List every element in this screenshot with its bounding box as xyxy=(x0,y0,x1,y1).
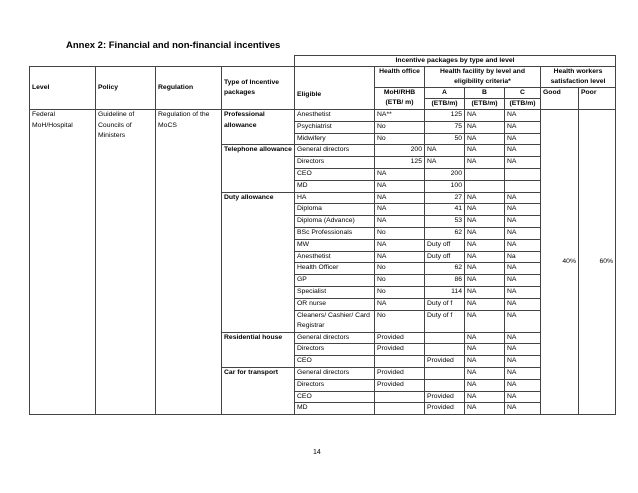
cell-eligible: General directors xyxy=(295,145,375,157)
cell-incentive-type: Residential house xyxy=(222,332,295,367)
cell-c: NA xyxy=(505,227,541,239)
cell-b: NA xyxy=(465,145,505,157)
cell-eligible: BSc Professionals xyxy=(295,227,375,239)
cell-a: NA xyxy=(425,157,465,169)
cell-c: NA xyxy=(505,121,541,133)
header-satisfaction: Health workers satisfaction level xyxy=(541,67,616,88)
cell-eligible: Directors xyxy=(295,379,375,391)
cell-eligible: Diploma (Advance) xyxy=(295,216,375,228)
header-health-office: Health office xyxy=(375,67,425,88)
cell-health-office: Provided xyxy=(375,344,425,356)
cell-a: Provided xyxy=(425,356,465,368)
cell-c: NA xyxy=(505,379,541,391)
cell-policy: Guideline of Councils of Ministers xyxy=(96,110,156,415)
cell-a: Duty off xyxy=(425,239,465,251)
cell-c: NA xyxy=(505,367,541,379)
cell-good: 40% xyxy=(541,110,579,415)
header-poor: Poor xyxy=(579,88,616,110)
cell-health-office: NA xyxy=(375,239,425,251)
cell-a: 200 xyxy=(425,168,465,180)
cell-c: NA xyxy=(505,310,541,332)
cell-a: Provided xyxy=(425,403,465,415)
cell-b: NA xyxy=(465,227,505,239)
cell-a: Duty off xyxy=(425,251,465,263)
cell-health-office: NA xyxy=(375,251,425,263)
cell-c: NA xyxy=(505,133,541,145)
cell-c xyxy=(505,180,541,192)
header-type: Type of Incentive packages xyxy=(222,67,295,110)
cell-c: NA xyxy=(505,286,541,298)
cell-b: NA xyxy=(465,216,505,228)
cell-c: NA xyxy=(505,192,541,204)
cell-health-office: Provided xyxy=(375,367,425,379)
cell-b: NA xyxy=(465,403,505,415)
cell-level: Federal MoH/Hospital xyxy=(30,110,96,415)
cell-eligible: Psychiatrist xyxy=(295,121,375,133)
cell-a: 125 xyxy=(425,110,465,122)
cell-health-office: NA xyxy=(375,216,425,228)
header-c: C xyxy=(505,88,541,99)
cell-health-office: No xyxy=(375,121,425,133)
cell-incentive-type: Telephone allowance xyxy=(222,145,295,192)
cell-a: 114 xyxy=(425,286,465,298)
cell-eligible: HA xyxy=(295,192,375,204)
header-b-unit: (ETB/m) xyxy=(465,99,505,110)
cell-a: 41 xyxy=(425,204,465,216)
cell-health-office: NA xyxy=(375,204,425,216)
cell-b: NA xyxy=(465,332,505,344)
cell-b xyxy=(465,180,505,192)
cell-a: 62 xyxy=(425,227,465,239)
cell-b: NA xyxy=(465,121,505,133)
header-good: Good xyxy=(541,88,579,110)
cell-health-office: No xyxy=(375,263,425,275)
cell-a: 50 xyxy=(425,133,465,145)
header-incentive-packages: Incentive packages by type and level xyxy=(295,56,616,67)
cell-a: 86 xyxy=(425,275,465,287)
cell-health-office: NA xyxy=(375,180,425,192)
cell-b xyxy=(465,168,505,180)
header-b: B xyxy=(465,88,505,99)
cell-a: Duty of f xyxy=(425,298,465,310)
cell-health-office: 125 xyxy=(375,157,425,169)
cell-eligible: Anesthetist xyxy=(295,251,375,263)
cell-c: Na xyxy=(505,251,541,263)
cell-health-office: No xyxy=(375,275,425,287)
cell-eligible: Cleaners/ Cashier/ Card Registrar xyxy=(295,310,375,332)
cell-eligible: Health Officer xyxy=(295,263,375,275)
cell-eligible: Directors xyxy=(295,157,375,169)
header-health-facility: Health facility by level and eligibility criteria* xyxy=(425,67,541,88)
incentives-table xyxy=(29,55,616,415)
cell-eligible: GP xyxy=(295,275,375,287)
cell-c: NA xyxy=(505,204,541,216)
cell-c: NA xyxy=(505,344,541,356)
cell-eligible: MD xyxy=(295,180,375,192)
cell-c: NA xyxy=(505,110,541,122)
cell-health-office: NA xyxy=(375,298,425,310)
cell-a: 53 xyxy=(425,216,465,228)
cell-b: NA xyxy=(465,157,505,169)
cell-eligible: General directors xyxy=(295,367,375,379)
cell-eligible: Midwifery xyxy=(295,133,375,145)
cell-health-office xyxy=(375,403,425,415)
cell-eligible: General directors xyxy=(295,332,375,344)
cell-b: NA xyxy=(465,239,505,251)
cell-eligible: MD xyxy=(295,403,375,415)
cell-c: NA xyxy=(505,216,541,228)
annex-title: Annex 2: Financial and non-financial incentives xyxy=(66,40,281,51)
cell-a xyxy=(425,379,465,391)
cell-health-office: NA** xyxy=(375,110,425,122)
header-level: Level xyxy=(30,67,96,110)
cell-b: NA xyxy=(465,133,505,145)
cell-b: NA xyxy=(465,286,505,298)
cell-health-office: No xyxy=(375,310,425,332)
table-body xyxy=(30,110,616,415)
header-policy: Policy xyxy=(96,67,156,110)
cell-eligible: Diploma xyxy=(295,204,375,216)
cell-c: NA xyxy=(505,145,541,157)
cell-incentive-type: Duty allowance xyxy=(222,192,295,332)
cell-b: NA xyxy=(465,275,505,287)
cell-eligible: OR nurse xyxy=(295,298,375,310)
cell-a: NA xyxy=(425,145,465,157)
cell-eligible: CEO xyxy=(295,356,375,368)
cell-b: NA xyxy=(465,356,505,368)
cell-c: NA xyxy=(505,157,541,169)
table-row xyxy=(30,110,616,122)
header-moh-rhb: MoH/RHB (ETB/ m) xyxy=(375,88,425,110)
cell-c: NA xyxy=(505,391,541,403)
cell-a: Provided xyxy=(425,391,465,403)
cell-b: NA xyxy=(465,391,505,403)
cell-b: NA xyxy=(465,204,505,216)
cell-eligible: Anesthetist xyxy=(295,110,375,122)
cell-a: 27 xyxy=(425,192,465,204)
cell-a: 100 xyxy=(425,180,465,192)
header-regulation: Regulation xyxy=(156,67,222,110)
cell-health-office: No xyxy=(375,286,425,298)
cell-c: NA xyxy=(505,275,541,287)
cell-incentive-type: Professional allowance xyxy=(222,110,295,145)
cell-b: NA xyxy=(465,110,505,122)
cell-a: Duty of f xyxy=(425,310,465,332)
cell-a xyxy=(425,344,465,356)
cell-eligible: MW xyxy=(295,239,375,251)
cell-health-office: 200 xyxy=(375,145,425,157)
cell-health-office: NA xyxy=(375,168,425,180)
cell-b: NA xyxy=(465,298,505,310)
cell-c xyxy=(505,168,541,180)
cell-health-office: Provided xyxy=(375,379,425,391)
cell-c: NA xyxy=(505,239,541,251)
cell-a xyxy=(425,332,465,344)
cell-c: NA xyxy=(505,298,541,310)
cell-b: NA xyxy=(465,310,505,332)
cell-health-office: No xyxy=(375,227,425,239)
cell-eligible: CEO xyxy=(295,391,375,403)
cell-eligible: Directors xyxy=(295,344,375,356)
cell-b: NA xyxy=(465,192,505,204)
cell-b: NA xyxy=(465,367,505,379)
cell-b: NA xyxy=(465,379,505,391)
cell-regulation: Regulation of the MoCS xyxy=(156,110,222,415)
cell-c: NA xyxy=(505,263,541,275)
cell-a: 75 xyxy=(425,121,465,133)
cell-b: NA xyxy=(465,251,505,263)
cell-eligible: Specialist xyxy=(295,286,375,298)
cell-a: 62 xyxy=(425,263,465,275)
cell-c: NA xyxy=(505,332,541,344)
header-a: A xyxy=(425,88,465,99)
cell-incentive-type: Car for transport xyxy=(222,367,295,414)
cell-b: NA xyxy=(465,344,505,356)
cell-health-office xyxy=(375,356,425,368)
cell-health-office: NA xyxy=(375,192,425,204)
cell-b: NA xyxy=(465,263,505,275)
cell-a xyxy=(425,367,465,379)
cell-c: NA xyxy=(505,403,541,415)
cell-c: NA xyxy=(505,356,541,368)
header-c-unit: (ETB/m) xyxy=(505,99,541,110)
cell-poor: 60% xyxy=(579,110,616,415)
cell-health-office xyxy=(375,391,425,403)
cell-health-office: No xyxy=(375,133,425,145)
cell-eligible: CEO xyxy=(295,168,375,180)
cell-health-office: Provided xyxy=(375,332,425,344)
header-a-unit: (ETB/m) xyxy=(425,99,465,110)
page-number: 14 xyxy=(313,449,321,456)
header-eligible: Eligible xyxy=(295,67,375,110)
